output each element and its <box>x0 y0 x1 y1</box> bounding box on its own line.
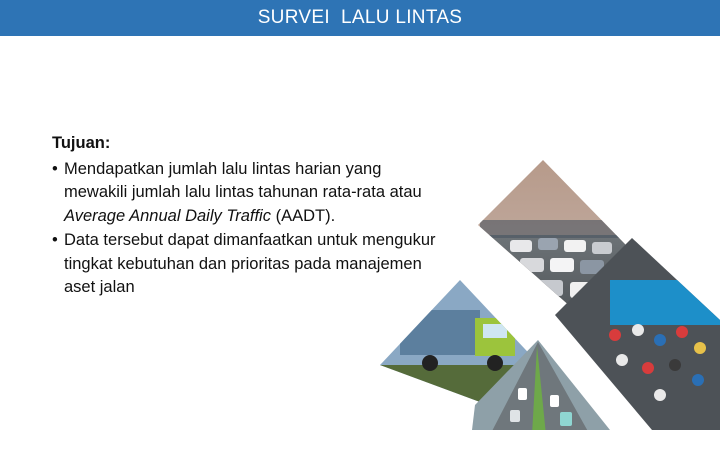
slide-title: SURVEI LALU LINTAS <box>257 7 463 28</box>
bullet2-text: Data tersebut dapat dimanfaatkan untuk mengukur tingkat kebutuhan dan prioritas pada manajemen aset jalan <box>64 231 436 296</box>
bullet-icon: • <box>52 159 58 178</box>
objective-heading: Tujuan: <box>52 134 111 152</box>
bullet1-suffix: (AADT). <box>270 206 336 225</box>
bullet1-text: Mendapatkan jumlah lalu lintas harian yang mewakili jumlah lalu lintas tahunan rata-rata atau <box>64 159 422 201</box>
traffic-photo-collage <box>360 160 720 435</box>
bullet1-emphasis-traffic: Traffic <box>226 206 271 225</box>
bullet1-emphasis-aadt: Average Annual Daily <box>64 206 222 225</box>
title-bar <box>0 0 720 36</box>
bullet-icon: • <box>52 231 58 249</box>
